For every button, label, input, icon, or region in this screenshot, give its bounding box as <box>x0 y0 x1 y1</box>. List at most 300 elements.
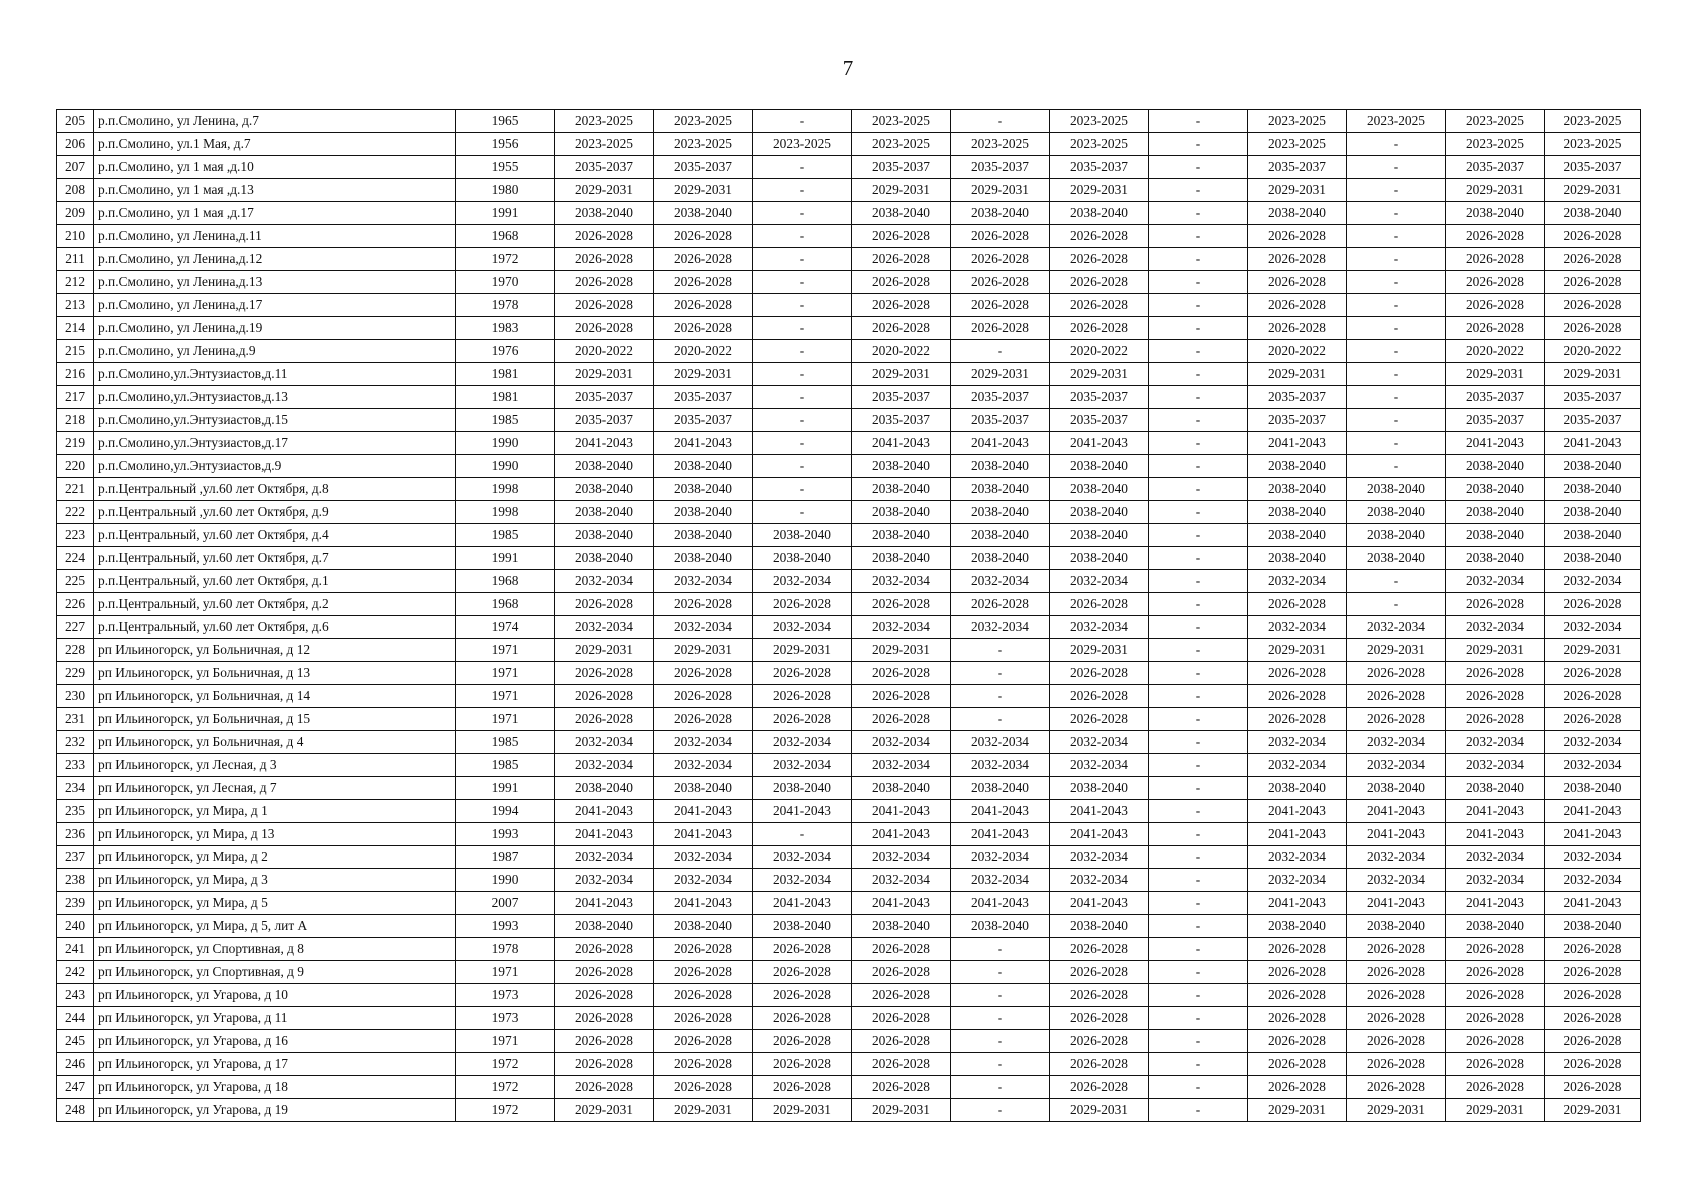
period-cell-4: 2035-2037 <box>852 409 951 432</box>
period-cell-7: - <box>1149 455 1248 478</box>
period-cell-3: - <box>753 202 852 225</box>
period-cell-10: 2035-2037 <box>1446 386 1545 409</box>
table-row <box>57 179 1641 202</box>
table-row <box>57 248 1641 271</box>
period-cell-8: 2029-2031 <box>1248 1099 1347 1122</box>
period-cell-1: 2035-2037 <box>555 156 654 179</box>
table-row <box>57 731 1641 754</box>
period-cell-5: - <box>951 984 1050 1007</box>
period-cell-10: 2041-2043 <box>1446 892 1545 915</box>
period-cell-6: 2041-2043 <box>1050 432 1149 455</box>
year-built-cell: 1985 <box>456 524 555 547</box>
period-cell-11: 2032-2034 <box>1545 616 1641 639</box>
period-cell-7: - <box>1149 317 1248 340</box>
period-cell-11: 2032-2034 <box>1545 570 1641 593</box>
period-cell-8: 2023-2025 <box>1248 110 1347 133</box>
period-cell-8: 2032-2034 <box>1248 616 1347 639</box>
year-built-cell: 1971 <box>456 961 555 984</box>
period-cell-2: 2041-2043 <box>654 800 753 823</box>
year-built-cell: 1980 <box>456 179 555 202</box>
period-cell-8: 2038-2040 <box>1248 478 1347 501</box>
period-cell-2: 2026-2028 <box>654 317 753 340</box>
address-cell: р.п.Смолино, ул Ленина,д.12 <box>94 248 456 271</box>
period-cell-10: 2026-2028 <box>1446 294 1545 317</box>
period-cell-6: 2038-2040 <box>1050 478 1149 501</box>
table-row <box>57 1076 1641 1099</box>
period-cell-9: 2026-2028 <box>1347 708 1446 731</box>
period-cell-10: 2038-2040 <box>1446 202 1545 225</box>
period-cell-6: 2038-2040 <box>1050 524 1149 547</box>
period-cell-4: 2032-2034 <box>852 570 951 593</box>
period-cell-8: 2026-2028 <box>1248 662 1347 685</box>
year-built-cell: 1985 <box>456 754 555 777</box>
period-cell-11: 2029-2031 <box>1545 179 1641 202</box>
address-cell: р.п.Смолино, ул.1 Мая, д.7 <box>94 133 456 156</box>
row-number-cell: 221 <box>57 478 94 501</box>
period-cell-11: 2026-2028 <box>1545 248 1641 271</box>
period-cell-6: 2032-2034 <box>1050 570 1149 593</box>
period-cell-6: 2038-2040 <box>1050 777 1149 800</box>
period-cell-10: 2026-2028 <box>1446 271 1545 294</box>
period-cell-8: 2026-2028 <box>1248 1076 1347 1099</box>
period-cell-3: - <box>753 386 852 409</box>
table-row <box>57 846 1641 869</box>
period-cell-11: 2032-2034 <box>1545 869 1641 892</box>
period-cell-6: 2026-2028 <box>1050 685 1149 708</box>
period-cell-2: 2029-2031 <box>654 1099 753 1122</box>
period-cell-4: 2038-2040 <box>852 455 951 478</box>
period-cell-11: 2029-2031 <box>1545 639 1641 662</box>
period-cell-5: 2026-2028 <box>951 248 1050 271</box>
year-built-cell: 1968 <box>456 593 555 616</box>
period-cell-2: 2038-2040 <box>654 455 753 478</box>
year-built-cell: 1994 <box>456 800 555 823</box>
period-cell-5: 2026-2028 <box>951 593 1050 616</box>
period-cell-4: 2026-2028 <box>852 662 951 685</box>
row-number-cell: 227 <box>57 616 94 639</box>
period-cell-5: 2038-2040 <box>951 915 1050 938</box>
period-cell-3: - <box>753 271 852 294</box>
period-cell-11: 2026-2028 <box>1545 593 1641 616</box>
period-cell-6: 2026-2028 <box>1050 1030 1149 1053</box>
period-cell-11: 2026-2028 <box>1545 662 1641 685</box>
period-cell-3: 2026-2028 <box>753 961 852 984</box>
period-cell-8: 2035-2037 <box>1248 156 1347 179</box>
period-cell-9: 2026-2028 <box>1347 961 1446 984</box>
period-cell-7: - <box>1149 225 1248 248</box>
row-number-cell: 208 <box>57 179 94 202</box>
period-cell-9: 2038-2040 <box>1347 478 1446 501</box>
address-cell: рп Ильиногорск, ул Спортивная, д 9 <box>94 961 456 984</box>
period-cell-1: 2038-2040 <box>555 915 654 938</box>
period-cell-11: 2026-2028 <box>1545 961 1641 984</box>
period-cell-5: 2026-2028 <box>951 294 1050 317</box>
period-cell-10: 2026-2028 <box>1446 662 1545 685</box>
period-cell-3: 2038-2040 <box>753 915 852 938</box>
period-cell-4: 2026-2028 <box>852 1053 951 1076</box>
table-row <box>57 685 1641 708</box>
period-cell-3: 2026-2028 <box>753 1007 852 1030</box>
table-row <box>57 478 1641 501</box>
period-cell-6: 2038-2040 <box>1050 202 1149 225</box>
address-cell: р.п.Центральный, ул.60 лет Октября, д.4 <box>94 524 456 547</box>
table-row <box>57 823 1641 846</box>
period-cell-8: 2023-2025 <box>1248 133 1347 156</box>
period-cell-5: 2026-2028 <box>951 225 1050 248</box>
period-cell-11: 2035-2037 <box>1545 386 1641 409</box>
address-cell: р.п.Центральный ,ул.60 лет Октября, д.9 <box>94 501 456 524</box>
row-number-cell: 215 <box>57 340 94 363</box>
period-cell-4: 2020-2022 <box>852 340 951 363</box>
period-cell-7: - <box>1149 570 1248 593</box>
period-cell-9: - <box>1347 202 1446 225</box>
period-cell-4: 2029-2031 <box>852 1099 951 1122</box>
period-cell-10: 2032-2034 <box>1446 731 1545 754</box>
period-cell-2: 2032-2034 <box>654 616 753 639</box>
year-built-cell: 1990 <box>456 432 555 455</box>
table-row <box>57 593 1641 616</box>
period-cell-4: 2038-2040 <box>852 915 951 938</box>
period-cell-11: 2026-2028 <box>1545 1007 1641 1030</box>
period-cell-5: 2038-2040 <box>951 455 1050 478</box>
period-cell-5: - <box>951 110 1050 133</box>
period-cell-10: 2026-2028 <box>1446 984 1545 1007</box>
period-cell-1: 2038-2040 <box>555 501 654 524</box>
address-cell: р.п.Центральный, ул.60 лет Октября, д.1 <box>94 570 456 593</box>
period-cell-4: 2032-2034 <box>852 754 951 777</box>
period-cell-10: 2029-2031 <box>1446 179 1545 202</box>
period-cell-1: 2029-2031 <box>555 1099 654 1122</box>
period-cell-5: 2035-2037 <box>951 386 1050 409</box>
period-cell-5: - <box>951 340 1050 363</box>
table-row <box>57 938 1641 961</box>
period-cell-2: 2026-2028 <box>654 938 753 961</box>
period-cell-4: 2032-2034 <box>852 846 951 869</box>
year-built-cell: 1971 <box>456 685 555 708</box>
row-number-cell: 234 <box>57 777 94 800</box>
table-row <box>57 1099 1641 1122</box>
address-cell: р.п.Центральный, ул.60 лет Октября, д.2 <box>94 593 456 616</box>
period-cell-3: 2026-2028 <box>753 662 852 685</box>
period-cell-2: 2032-2034 <box>654 869 753 892</box>
period-cell-1: 2026-2028 <box>555 593 654 616</box>
period-cell-3: - <box>753 478 852 501</box>
address-cell: рп Ильиногорск, ул Больничная, д 12 <box>94 639 456 662</box>
period-cell-6: 2038-2040 <box>1050 455 1149 478</box>
period-cell-11: 2032-2034 <box>1545 731 1641 754</box>
period-cell-3: - <box>753 179 852 202</box>
period-cell-7: - <box>1149 915 1248 938</box>
period-cell-8: 2038-2040 <box>1248 202 1347 225</box>
period-cell-2: 2029-2031 <box>654 363 753 386</box>
period-cell-1: 2026-2028 <box>555 685 654 708</box>
period-cell-6: 2026-2028 <box>1050 248 1149 271</box>
address-cell: р.п.Смолино, ул Ленина,д.9 <box>94 340 456 363</box>
period-cell-1: 2023-2025 <box>555 110 654 133</box>
period-cell-5: 2038-2040 <box>951 501 1050 524</box>
period-cell-10: 2026-2028 <box>1446 1030 1545 1053</box>
row-number-cell: 205 <box>57 110 94 133</box>
period-cell-11: 2041-2043 <box>1545 892 1641 915</box>
period-cell-9: 2038-2040 <box>1347 915 1446 938</box>
period-cell-9: 2032-2034 <box>1347 616 1446 639</box>
period-cell-1: 2032-2034 <box>555 731 654 754</box>
period-cell-9: - <box>1347 294 1446 317</box>
period-cell-11: 2041-2043 <box>1545 432 1641 455</box>
period-cell-5: 2035-2037 <box>951 156 1050 179</box>
row-number-cell: 223 <box>57 524 94 547</box>
period-cell-9: - <box>1347 340 1446 363</box>
period-cell-9: - <box>1347 455 1446 478</box>
period-cell-11: 2023-2025 <box>1545 110 1641 133</box>
period-cell-2: 2026-2028 <box>654 593 753 616</box>
period-cell-2: 2032-2034 <box>654 731 753 754</box>
period-cell-10: 2038-2040 <box>1446 777 1545 800</box>
period-cell-1: 2026-2028 <box>555 1053 654 1076</box>
period-cell-10: 2032-2034 <box>1446 869 1545 892</box>
period-cell-4: 2026-2028 <box>852 225 951 248</box>
period-cell-8: 2026-2028 <box>1248 1007 1347 1030</box>
period-cell-11: 2026-2028 <box>1545 984 1641 1007</box>
year-built-cell: 1973 <box>456 984 555 1007</box>
period-cell-3: 2038-2040 <box>753 547 852 570</box>
year-built-cell: 1956 <box>456 133 555 156</box>
period-cell-2: 2035-2037 <box>654 386 753 409</box>
period-cell-5: 2035-2037 <box>951 409 1050 432</box>
address-cell: рп Ильиногорск, ул Спортивная, д 8 <box>94 938 456 961</box>
period-cell-9: 2026-2028 <box>1347 685 1446 708</box>
period-cell-8: 2026-2028 <box>1248 248 1347 271</box>
period-cell-8: 2026-2028 <box>1248 225 1347 248</box>
period-cell-5: - <box>951 938 1050 961</box>
period-cell-3: - <box>753 363 852 386</box>
period-cell-5: - <box>951 961 1050 984</box>
period-cell-2: 2026-2028 <box>654 708 753 731</box>
row-number-cell: 222 <box>57 501 94 524</box>
period-cell-10: 2041-2043 <box>1446 432 1545 455</box>
period-cell-6: 2026-2028 <box>1050 317 1149 340</box>
period-cell-6: 2029-2031 <box>1050 1099 1149 1122</box>
period-cell-3: 2026-2028 <box>753 593 852 616</box>
period-cell-4: 2041-2043 <box>852 432 951 455</box>
period-cell-7: - <box>1149 593 1248 616</box>
period-cell-6: 2029-2031 <box>1050 639 1149 662</box>
period-cell-3: - <box>753 340 852 363</box>
period-cell-2: 2029-2031 <box>654 179 753 202</box>
period-cell-1: 2032-2034 <box>555 869 654 892</box>
period-cell-10: 2029-2031 <box>1446 363 1545 386</box>
period-cell-6: 2032-2034 <box>1050 869 1149 892</box>
period-cell-8: 2029-2031 <box>1248 179 1347 202</box>
period-cell-10: 2020-2022 <box>1446 340 1545 363</box>
period-cell-7: - <box>1149 340 1248 363</box>
period-cell-1: 2026-2028 <box>555 1007 654 1030</box>
period-cell-4: 2032-2034 <box>852 731 951 754</box>
period-cell-4: 2026-2028 <box>852 317 951 340</box>
page-number: 7 <box>842 56 854 80</box>
period-cell-2: 2023-2025 <box>654 133 753 156</box>
row-number-cell: 212 <box>57 271 94 294</box>
row-number-cell: 237 <box>57 846 94 869</box>
period-cell-10: 2035-2037 <box>1446 156 1545 179</box>
period-cell-8: 2026-2028 <box>1248 984 1347 1007</box>
address-cell: рп Ильиногорск, ул Больничная, д 14 <box>94 685 456 708</box>
row-number-cell: 216 <box>57 363 94 386</box>
period-cell-5: - <box>951 662 1050 685</box>
period-cell-3: 2026-2028 <box>753 938 852 961</box>
period-cell-3: - <box>753 156 852 179</box>
period-cell-4: 2026-2028 <box>852 685 951 708</box>
address-cell: р.п.Смолино,ул.Энтузиастов,д.13 <box>94 386 456 409</box>
period-cell-5: 2041-2043 <box>951 432 1050 455</box>
address-cell: рп Ильиногорск, ул Больничная, д 13 <box>94 662 456 685</box>
period-cell-10: 2038-2040 <box>1446 915 1545 938</box>
table-row <box>57 1053 1641 1076</box>
period-cell-8: 2032-2034 <box>1248 846 1347 869</box>
period-cell-3: - <box>753 432 852 455</box>
period-cell-10: 2032-2034 <box>1446 570 1545 593</box>
table-row <box>57 363 1641 386</box>
period-cell-3: - <box>753 823 852 846</box>
period-cell-3: 2041-2043 <box>753 892 852 915</box>
period-cell-1: 2038-2040 <box>555 777 654 800</box>
period-cell-10: 2032-2034 <box>1446 616 1545 639</box>
period-cell-5: 2032-2034 <box>951 754 1050 777</box>
period-cell-8: 2032-2034 <box>1248 869 1347 892</box>
year-built-cell: 1971 <box>456 639 555 662</box>
table-row <box>57 708 1641 731</box>
table-row <box>57 501 1641 524</box>
period-cell-4: 2041-2043 <box>852 823 951 846</box>
period-cell-10: 2038-2040 <box>1446 501 1545 524</box>
address-cell: рп Ильиногорск, ул Угарова, д 11 <box>94 1007 456 1030</box>
period-cell-7: - <box>1149 271 1248 294</box>
period-cell-9: 2038-2040 <box>1347 524 1446 547</box>
period-cell-5: 2038-2040 <box>951 202 1050 225</box>
address-cell: рп Ильиногорск, ул Угарова, д 17 <box>94 1053 456 1076</box>
period-cell-2: 2035-2037 <box>654 156 753 179</box>
period-cell-5: 2029-2031 <box>951 363 1050 386</box>
period-cell-6: 2026-2028 <box>1050 593 1149 616</box>
period-cell-6: 2038-2040 <box>1050 547 1149 570</box>
period-cell-9: - <box>1347 133 1446 156</box>
period-cell-5: 2038-2040 <box>951 478 1050 501</box>
period-cell-8: 2026-2028 <box>1248 317 1347 340</box>
row-number-cell: 218 <box>57 409 94 432</box>
period-cell-10: 2038-2040 <box>1446 524 1545 547</box>
row-number-cell: 235 <box>57 800 94 823</box>
period-cell-8: 2041-2043 <box>1248 823 1347 846</box>
period-cell-8: 2035-2037 <box>1248 386 1347 409</box>
period-cell-2: 2038-2040 <box>654 478 753 501</box>
period-cell-4: 2026-2028 <box>852 593 951 616</box>
period-cell-10: 2026-2028 <box>1446 225 1545 248</box>
period-cell-7: - <box>1149 823 1248 846</box>
period-cell-9: 2041-2043 <box>1347 800 1446 823</box>
period-cell-5: 2032-2034 <box>951 731 1050 754</box>
period-cell-1: 2026-2028 <box>555 225 654 248</box>
period-cell-3: 2038-2040 <box>753 524 852 547</box>
row-number-cell: 213 <box>57 294 94 317</box>
period-cell-9: 2026-2028 <box>1347 1030 1446 1053</box>
period-cell-9: 2041-2043 <box>1347 823 1446 846</box>
period-cell-4: 2029-2031 <box>852 179 951 202</box>
period-cell-6: 2026-2028 <box>1050 1076 1149 1099</box>
year-built-cell: 1993 <box>456 823 555 846</box>
period-cell-5: 2023-2025 <box>951 133 1050 156</box>
period-cell-8: 2026-2028 <box>1248 1053 1347 1076</box>
period-cell-10: 2038-2040 <box>1446 547 1545 570</box>
period-cell-4: 2038-2040 <box>852 202 951 225</box>
period-cell-3: 2026-2028 <box>753 1030 852 1053</box>
period-cell-4: 2041-2043 <box>852 892 951 915</box>
period-cell-1: 2029-2031 <box>555 639 654 662</box>
period-cell-5: 2026-2028 <box>951 271 1050 294</box>
period-cell-3: - <box>753 317 852 340</box>
period-cell-9: 2038-2040 <box>1347 501 1446 524</box>
period-cell-2: 2026-2028 <box>654 294 753 317</box>
period-cell-8: 2026-2028 <box>1248 294 1347 317</box>
period-cell-11: 2038-2040 <box>1545 501 1641 524</box>
period-cell-9: 2026-2028 <box>1347 1053 1446 1076</box>
period-cell-10: 2029-2031 <box>1446 639 1545 662</box>
period-cell-2: 2038-2040 <box>654 547 753 570</box>
period-cell-4: 2029-2031 <box>852 639 951 662</box>
period-cell-1: 2041-2043 <box>555 800 654 823</box>
period-cell-1: 2020-2022 <box>555 340 654 363</box>
period-cell-11: 2026-2028 <box>1545 317 1641 340</box>
period-cell-2: 2026-2028 <box>654 1007 753 1030</box>
address-cell: рп Ильиногорск, ул Угарова, д 19 <box>94 1099 456 1122</box>
address-cell: р.п.Смолино,ул.Энтузиастов,д.15 <box>94 409 456 432</box>
year-built-cell: 1985 <box>456 409 555 432</box>
period-cell-2: 2026-2028 <box>654 685 753 708</box>
row-number-cell: 219 <box>57 432 94 455</box>
period-cell-9: - <box>1347 432 1446 455</box>
period-cell-2: 2041-2043 <box>654 892 753 915</box>
period-cell-2: 2020-2022 <box>654 340 753 363</box>
period-cell-7: - <box>1149 616 1248 639</box>
period-cell-10: 2041-2043 <box>1446 800 1545 823</box>
period-cell-2: 2026-2028 <box>654 961 753 984</box>
row-number-cell: 246 <box>57 1053 94 1076</box>
period-cell-3: 2032-2034 <box>753 616 852 639</box>
period-cell-7: - <box>1149 156 1248 179</box>
period-cell-9: - <box>1347 248 1446 271</box>
period-cell-7: - <box>1149 363 1248 386</box>
period-cell-9: - <box>1347 271 1446 294</box>
period-cell-2: 2026-2028 <box>654 271 753 294</box>
year-built-cell: 1985 <box>456 731 555 754</box>
capital-repair-schedule-table <box>56 109 1641 1122</box>
period-cell-4: 2038-2040 <box>852 501 951 524</box>
year-built-cell: 1972 <box>456 248 555 271</box>
year-built-cell: 1972 <box>456 1076 555 1099</box>
period-cell-1: 2038-2040 <box>555 478 654 501</box>
period-cell-6: 2038-2040 <box>1050 501 1149 524</box>
period-cell-5: - <box>951 1007 1050 1030</box>
address-cell: рп Ильиногорск, ул Мира, д 3 <box>94 869 456 892</box>
year-built-cell: 1998 <box>456 501 555 524</box>
address-cell: рп Ильиногорск, ул Мира, д 2 <box>94 846 456 869</box>
period-cell-6: 2026-2028 <box>1050 708 1149 731</box>
row-number-cell: 211 <box>57 248 94 271</box>
period-cell-7: - <box>1149 1076 1248 1099</box>
row-number-cell: 248 <box>57 1099 94 1122</box>
period-cell-11: 2026-2028 <box>1545 685 1641 708</box>
period-cell-8: 2026-2028 <box>1248 938 1347 961</box>
row-number-cell: 233 <box>57 754 94 777</box>
